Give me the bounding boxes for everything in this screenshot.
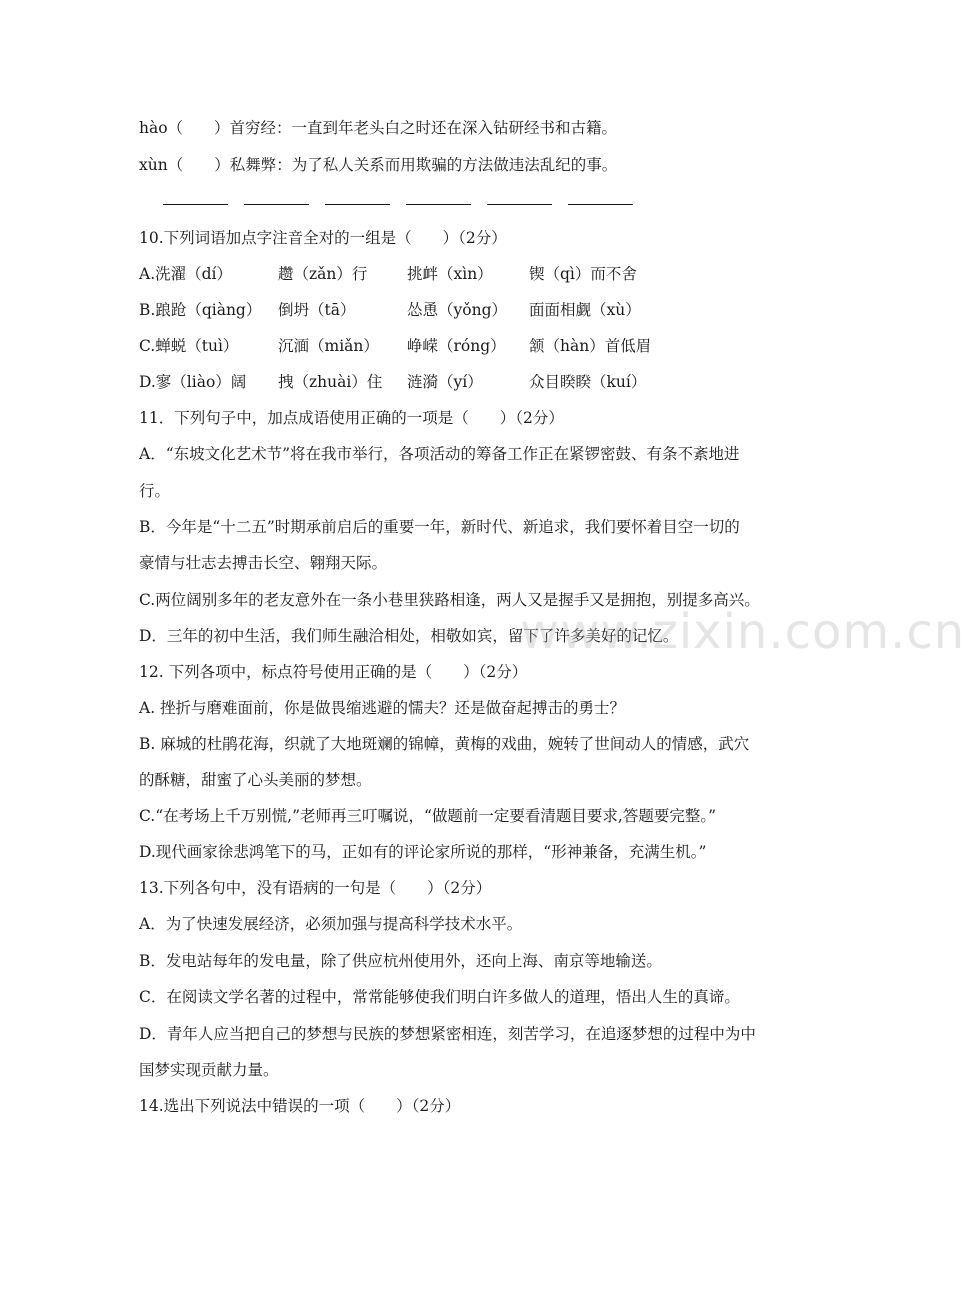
question-11-stem: 11．下列句子中，加点成语使用正确的一项是（ ）（2分）	[139, 409, 564, 427]
question-13-stem: 13.下列各句中，没有语病的一句是（ ）（2分）	[139, 879, 492, 897]
q13-option-a: A．为了快速发展经济，必须加强与提高科学技术水平。	[139, 915, 523, 933]
q10-option-b-word-1: B.踉跄（qiàng）	[139, 301, 262, 319]
answer-blank[interactable]	[487, 204, 552, 205]
q12-option-a: A. 挫折与磨难面前，你是做畏缩逃避的懦夫？还是做奋起搏击的勇士？	[139, 699, 626, 717]
answer-blank[interactable]	[406, 204, 471, 205]
q12-option-b: B. 麻城的杜鹃花海，织就了大地斑斓的锦幛，黄梅的戏曲，婉转了世间动人的情感，武穴	[139, 735, 750, 753]
answer-blank[interactable]	[325, 204, 390, 205]
q10-option-c-word-3: 峥嵘（róng）	[407, 337, 506, 355]
q11-option-d: D．三年的初中生活，我们师生融洽相处，相敬如宾，留下了许多美好的记忆。	[139, 627, 679, 645]
q10-option-b-word-3: 怂恿（yǒng）	[407, 301, 507, 319]
q13-option-d-cont: 国梦实现贡献力量。	[139, 1061, 279, 1079]
q10-option-a-word-2: 趱（zǎn）行	[278, 265, 368, 283]
idiom-line-hao: hào（ ）首穷经：一直到年老头白之时还在深入钻研经书和古籍。	[139, 119, 618, 137]
q10-option-c-word-4: 颔（hàn）首低眉	[529, 337, 652, 355]
q11-option-a: A．“东坡文化艺术节”将在我市举行，各项活动的筹备工作正在紧锣密鼓、有条不紊地进	[139, 445, 740, 463]
question-10-stem: 10.下列词语加点字注音全对的一组是（ ）（2分）	[139, 229, 507, 247]
q10-option-c-word-1: C.蝉蜕（tuì）	[139, 337, 239, 355]
q12-option-d: D.现代画家徐悲鸿笔下的马，正如有的评论家所说的那样，“形神兼备，充满生机。”	[139, 843, 707, 861]
idiom-line-xun: xùn（ ）私舞弊：为了私人关系而用欺骗的方法做违法乱纪的事。	[139, 156, 618, 174]
watermark: www.zixin.com.cn	[520, 604, 965, 660]
q10-option-c-word-2: 沉湎（miǎn）	[278, 337, 379, 355]
answer-blank[interactable]	[244, 204, 309, 205]
q12-option-b-cont: 的酥糖，甜蜜了心头美丽的梦想。	[139, 771, 372, 789]
q13-option-c: C．在阅读文学名著的过程中，常常能够使我们明白许多做人的道理，悟出人生的真谛。	[139, 988, 740, 1006]
answer-blank[interactable]	[568, 204, 633, 205]
q10-option-d-word-4: 众目睽睽（kuí）	[529, 373, 647, 391]
q10-option-a-word-4: 锲（qì）而不舍	[529, 265, 637, 283]
q11-option-b-cont: 豪情与壮志去搏击长空、翱翔天际。	[139, 554, 388, 572]
q12-option-c: C.“在考场上千万别慌,”老师再三叮嘱说，“做题前一定要看清题目要求,答题要完整。”	[139, 807, 717, 825]
question-12-stem: 12. 下列各项中，标点符号使用正确的是（ ）（2分）	[139, 663, 528, 681]
question-14-stem: 14.选出下列说法中错误的一项（ ）（2分）	[139, 1097, 461, 1115]
answer-blank[interactable]	[163, 204, 228, 205]
q10-option-b-word-2: 倒坍（tā）	[278, 301, 356, 319]
q10-option-a-word-1: A.洗濯（dí）	[139, 265, 233, 283]
q10-option-d-word-3: 涟漪（yí）	[407, 373, 483, 391]
q10-option-b-word-4: 面面相觑（xù）	[529, 301, 641, 319]
q10-option-d-word-2: 拽（zhuài）住	[278, 373, 383, 391]
q10-option-a-word-3: 挑衅（xìn）	[407, 265, 493, 283]
q13-option-b: B．发电站每年的发电量，除了供应杭州使用外，还向上海、南京等地输送。	[139, 952, 662, 970]
q11-option-a-cont: 行。	[139, 482, 171, 500]
q11-option-c: C.两位阔别多年的老友意外在一条小巷里狭路相逢，两人又是握手又是拥抱，别提多高兴。	[139, 591, 760, 609]
q13-option-d: D．青年人应当把自己的梦想与民族的梦想紧密相连，刻苦学习，在追逐梦想的过程中为中	[139, 1025, 756, 1043]
q11-option-b: B．今年是“十二五”时期承前启后的重要一年，新时代、新追求，我们要怀着目空一切的	[139, 518, 740, 536]
q10-option-d-word-1: D.寥（liào）阔	[139, 373, 247, 391]
